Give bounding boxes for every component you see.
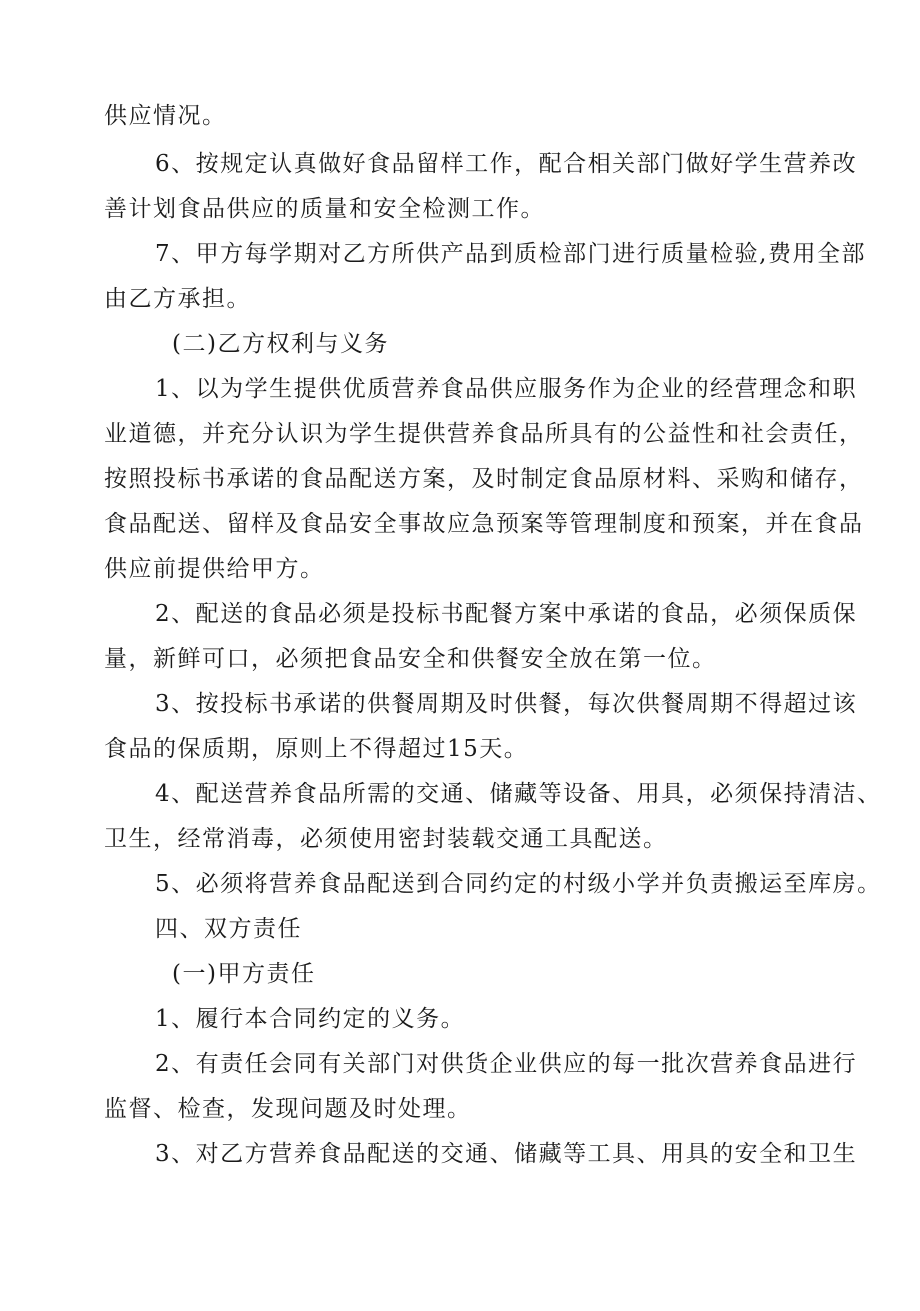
paragraph-line: 量，新鲜可口，必须把食品安全和供餐安全放在第一位。 [104,646,717,672]
paragraph-line: 2、配送的食品必须是投标书配餐方案中承诺的食品，必须保质保 [155,601,858,627]
paragraph-line: 供应情况。 [104,103,227,129]
paragraph-line: 5、必须将营养食品配送到合同约定的村级小学并负责搬运至库房。 [155,871,882,897]
section-heading: (二)乙方权利与义务 [172,331,389,357]
paragraph-line: 善计划食品供应的质量和安全检测工作。 [104,196,545,222]
section-heading: 四、双方责任 [155,916,302,942]
paragraph-line: 3、按投标书承诺的供餐周期及时供餐，每次供餐周期不得超过该 [155,691,858,717]
paragraph-line: 2、有责任会同有关部门对供货企业供应的每一批次营养食品进行 [155,1051,858,1077]
paragraph-line: 业道德，并充分认识为学生提供营养食品所具有的公益性和社会责任， [104,421,864,447]
paragraph-line: 食品配送、留样及食品安全事故应急预案等管理制度和预案，并在食品 [104,511,864,537]
paragraph-line: 3、对乙方营养食品配送的交通、储藏等工具、用具的安全和卫生 [155,1141,858,1167]
paragraph-line: 1、履行本合同约定的义务。 [155,1006,466,1032]
paragraph-line: 6、按规定认真做好食品留样工作，配合相关部门做好学生营养改 [155,151,858,177]
paragraph-line: 按照投标书承诺的食品配送方案，及时制定食品原材料、采购和储存， [104,466,864,492]
section-heading: (一)甲方责任 [172,961,316,987]
paragraph-line: 卫生，经常消毒，必须使用密封装载交通工具配送。 [104,826,668,852]
paragraph-line: 供应前提供给甲方。 [104,556,325,582]
paragraph-line: 1、以为学生提供优质营养食品供应服务作为企业的经营理念和职 [155,376,858,402]
paragraph-line: 4、配送营养食品所需的交通、储藏等设备、用具，必须保持清洁、 [155,781,882,807]
paragraph-line: 食品的保质期，原则上不得超过15天。 [104,736,529,762]
paragraph-line: 7、甲方每学期对乙方所供产品到质检部门进行质量检验,费用全部 [155,241,866,267]
paragraph-line: 由乙方承担。 [104,286,251,312]
paragraph-line: 监督、检查，发现问题及时处理。 [104,1096,472,1122]
